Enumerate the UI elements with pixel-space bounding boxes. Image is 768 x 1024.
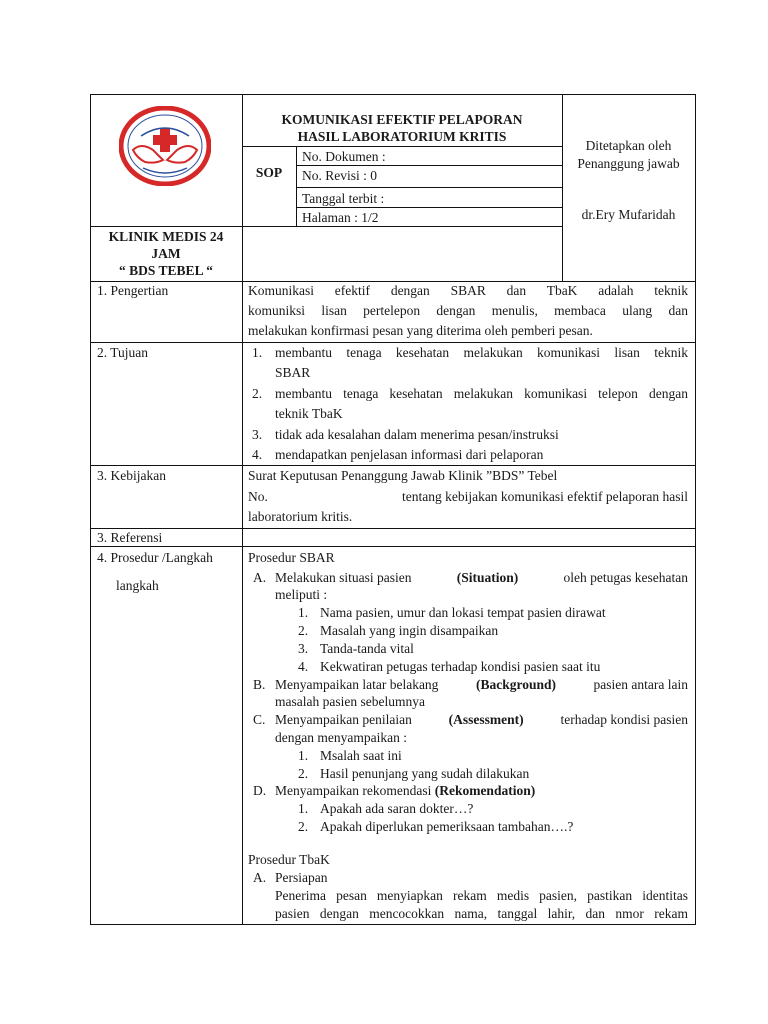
sbar-b-text: Menyampaikan latar belakang — [275, 677, 439, 692]
tbak-a-title: Persiapan — [275, 870, 328, 885]
signer-name: dr.Ery Mufaridah — [581, 207, 676, 222]
tbak-title: Prosedur TbaK — [248, 852, 330, 867]
row-label-prosedur-line2: langkah — [116, 578, 159, 593]
tujuan-item-2-line2: teknik TbaK — [275, 406, 343, 421]
sbar-letter-d: D. — [253, 783, 267, 798]
sop-label: SOP — [255, 165, 283, 180]
sbar-c-sub-2: Hasil penunjang yang sudah dilakukan — [320, 766, 530, 781]
sbar-letter-c: C. — [253, 712, 266, 727]
sub-num: 3. — [298, 641, 309, 656]
no-dokumen: No. Dokumen : — [302, 149, 386, 164]
sbar-a-line1 — [275, 569, 688, 586]
header-divider — [296, 187, 562, 188]
row-divider — [90, 465, 696, 466]
clinic-name-line3: “ BDS TEBEL “ — [119, 263, 213, 278]
header-divider — [90, 226, 242, 227]
pengertian-line1: Komunikasi efektif dengan SBAR dan TbaK adalah teknik — [248, 283, 688, 298]
sbar-a-text-post: oleh petugas kesehatan — [563, 570, 688, 585]
table-border-top — [90, 94, 696, 95]
sbar-d-sub-1: Apakah ada saran dokter…? — [320, 801, 474, 816]
header-divider — [296, 165, 562, 166]
clinic-name-line1: KLINIK MEDIS 24 — [108, 229, 224, 244]
sbar-a-sub-2: Masalah yang ingin disampaikan — [320, 623, 499, 638]
table-border-left — [90, 94, 91, 925]
sbar-title: Prosedur SBAR — [248, 550, 335, 565]
kebijakan-line2: tentang kebijakan komunikasi efektif pelaporan hasil — [401, 489, 688, 504]
sub-num: 2. — [298, 766, 309, 781]
sub-num: 1. — [298, 801, 309, 816]
tujuan-item-1-line1: membantu tenaga kesehatan melakukan komunikasi lisan teknik — [275, 345, 688, 360]
sbar-b-line1 — [275, 676, 688, 693]
sbar-b-text-post: pasien antara lain — [593, 677, 688, 692]
sub-num: 2. — [298, 819, 309, 834]
tujuan-num: 1. — [252, 345, 263, 360]
row-label-tujuan: 2. Tujuan — [97, 345, 149, 360]
sbar-c-line2: dengan menyampaikan : — [275, 730, 407, 745]
tujuan-num: 4. — [252, 447, 263, 462]
sbar-c-sub-1: Msalah saat ini — [320, 748, 402, 763]
sbar-d-line1 — [275, 782, 535, 799]
row-label-pengertian: 1. Pengertian — [97, 283, 169, 298]
sbar-a-line2: meliputi : — [275, 587, 328, 602]
ditetapkan-line1: Ditetapkan oleh — [585, 138, 672, 153]
sbar-c-keyword: (Assessment) — [448, 712, 524, 727]
header-divider — [296, 207, 562, 208]
clinic-name-line2: JAM — [151, 246, 181, 261]
sbar-a-sub-1: Nama pasien, umur dan lokasi tempat pasien dirawat — [320, 605, 606, 620]
kebijakan-no: No. — [248, 489, 268, 504]
sbar-d-keyword: (Rekomendation) — [434, 783, 536, 798]
halaman: Halaman : 1/2 — [302, 210, 379, 225]
sbar-a-keyword: (Situation) — [456, 570, 519, 585]
tbak-a-line2: pasien dengan mencocokkan nama, tanggal lahir, dan nmor rekam — [275, 906, 688, 921]
sbar-d-sub-2: Apakah diperlukan pemeriksaan tambahan….? — [320, 819, 574, 834]
sbar-letter-b: B. — [253, 677, 266, 692]
sub-num: 2. — [298, 623, 309, 638]
row-label-prosedur: 4. Prosedur /Langkah — [97, 550, 213, 565]
kebijakan-line1: Surat Keputusan Penanggung Jawab Klinik ”BDS” Tebel — [248, 468, 558, 483]
sbar-c-text-post: terhadap kondisi pasien — [560, 712, 688, 727]
clinic-logo — [119, 106, 211, 186]
sbar-a-text: Melakukan situasi pasien — [275, 570, 412, 585]
no-revisi: No. Revisi : 0 — [302, 168, 378, 183]
ditetapkan-line2: Penanggung jawab — [577, 156, 680, 171]
tujuan-item-2-line1: membantu tenaga kesehatan melakukan komunikasi telepon dengan — [275, 386, 688, 401]
tujuan-num: 3. — [252, 427, 263, 442]
tbak-letter-a: A. — [253, 870, 267, 885]
table-border-right — [695, 94, 696, 925]
header-column-divider — [296, 146, 297, 227]
row-divider — [90, 546, 696, 547]
sbar-d-text: Menyampaikan rekomendasi — [275, 783, 432, 798]
sbar-b-keyword: (Background) — [475, 677, 556, 692]
sbar-letter-a: A. — [253, 570, 267, 585]
header-column-divider — [562, 94, 563, 282]
sub-num: 4. — [298, 659, 309, 674]
header-divider — [242, 226, 562, 227]
tujuan-num: 2. — [252, 386, 263, 401]
pengertian-line2: komuniksi lisan pertelepon dengan menulis, membaca ulang dan — [248, 303, 688, 318]
column-divider — [242, 94, 243, 925]
sbar-a-sub-3: Tanda-tanda vital — [320, 641, 414, 656]
tbak-a-line1: Penerima pesan menyiapkan rekam medis pasien, pastikan identitas — [275, 888, 688, 903]
row-label-kebijakan: 3. Kebijakan — [97, 468, 166, 483]
document-title-line1: KOMUNIKASI EFEKTIF PELAPORAN — [281, 112, 523, 127]
sbar-b-line2: masalah pasien sebelumnya — [275, 694, 425, 709]
document-title-line2: HASIL LABORATORIUM KRITIS — [297, 129, 507, 144]
row-divider — [90, 528, 696, 529]
header-divider — [242, 146, 562, 147]
sub-num: 1. — [298, 748, 309, 763]
tujuan-item-4: mendapatkan penjelasan informasi dari pelaporan — [275, 447, 544, 462]
table-border-bottom — [90, 924, 696, 925]
sub-num: 1. — [298, 605, 309, 620]
sbar-c-text: Menyampaikan penilaian — [275, 712, 412, 727]
sbar-a-sub-4: Kekwatiran petugas terhadap kondisi pasien saat itu — [320, 659, 601, 674]
tujuan-item-3: tidak ada kesalahan dalam menerima pesan/instruksi — [275, 427, 559, 442]
row-divider — [90, 342, 696, 343]
tujuan-item-1-line2: SBAR — [275, 365, 311, 380]
tanggal-terbit: Tanggal terbit : — [302, 191, 385, 206]
row-label-referensi: 3. Referensi — [97, 530, 163, 545]
pengertian-line3: melakukan konfirmasi pesan yang diterima oleh pemberi pesan. — [248, 323, 593, 338]
kebijakan-line3: laboratorium kritis. — [248, 509, 353, 524]
sbar-c-line1 — [275, 711, 688, 728]
